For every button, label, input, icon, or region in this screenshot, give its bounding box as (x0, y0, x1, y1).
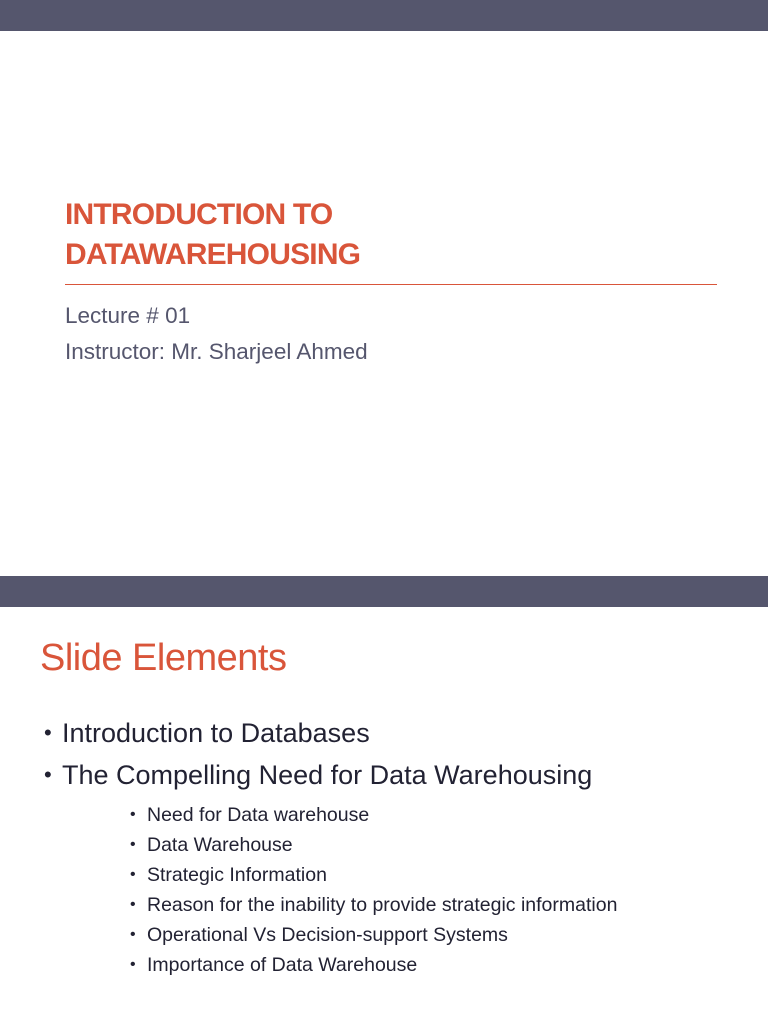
sub-list-item (62, 950, 768, 980)
list-item (0, 712, 768, 754)
bullet-icon: • (130, 806, 136, 823)
slide-header-bar (0, 576, 768, 607)
bullet-icon: • (130, 926, 136, 943)
sub-list-item-text: Strategic Information (147, 864, 327, 886)
bullet-icon: • (130, 866, 136, 883)
sub-list-item (62, 800, 768, 830)
bullet-icon: • (130, 956, 136, 973)
bullet-icon: • (44, 762, 52, 787)
sub-bullet-list (62, 800, 768, 980)
sub-list-item (62, 890, 768, 920)
sub-list-item-text: Reason for the inability to provide strategic information (147, 894, 618, 916)
title-divider (65, 284, 717, 285)
instructor-name: Instructor: Mr. Sharjeel Ahmed (65, 339, 368, 364)
sub-list-item-text: Importance of Data Warehouse (147, 954, 418, 976)
sub-list-item (62, 860, 768, 890)
content-slide-title: Slide Elements (40, 637, 287, 679)
slide-title-line-1: INTRODUCTION TO (65, 198, 333, 231)
slide-header-bar (0, 0, 768, 31)
sub-list-item (62, 830, 768, 860)
sub-list-item (62, 920, 768, 950)
slide-subtitle (65, 298, 715, 370)
sub-list-item-text: Need for Data warehouse (147, 804, 370, 826)
slide-title-line-2: DATAWAREHOUSING (65, 238, 361, 271)
list-item-text: Introduction to Databases (62, 718, 370, 748)
list-item (0, 754, 768, 980)
bullet-icon: • (44, 720, 52, 745)
bullet-icon: • (130, 836, 136, 853)
slide-title (65, 195, 715, 275)
list-item-text: The Compelling Need for Data Warehousing (62, 760, 593, 790)
sub-list-item-text: Operational Vs Decision-support Systems (147, 924, 508, 946)
bullet-list (0, 712, 768, 980)
sub-list-item-text: Data Warehouse (147, 834, 293, 856)
bullet-icon: • (130, 896, 136, 913)
lecture-number: Lecture # 01 (65, 303, 191, 328)
